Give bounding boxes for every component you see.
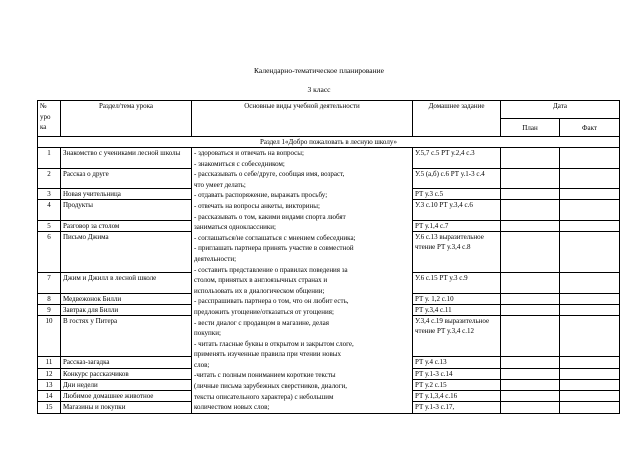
homework: У.5,7 с.5 РТ у.2,4 с.3 — [413, 148, 501, 169]
date-fact — [560, 293, 620, 304]
date-plan — [501, 368, 560, 379]
date-fact — [560, 189, 620, 200]
date-plan — [501, 402, 560, 413]
lesson-topic: В гостях у Питера — [61, 316, 192, 357]
lesson-topic: Рассказ о друге — [61, 168, 192, 189]
date-fact — [560, 402, 620, 413]
lesson-topic: Медвежонок Билли — [61, 293, 192, 304]
activity-line: количеством новых слов; — [194, 403, 270, 412]
date-plan — [501, 293, 560, 304]
activity-line: - вести диалог с продавцом в магазине, делая — [194, 318, 329, 327]
lesson-topic: Рассказ-загадка — [61, 357, 192, 368]
activity-line: - рассказывать о том, какими видами спорта любят — [194, 212, 346, 221]
activity-line: - расспрашивать партнера о том, что он любит есть, — [194, 297, 349, 306]
date-fact — [560, 220, 620, 231]
homework: У.6 с.13 выразительное чтение РТ у.3,4 с.8 — [413, 232, 501, 273]
activity-line: что умеет делать; — [194, 180, 246, 189]
date-plan — [501, 220, 560, 231]
activity-line: тексты описательного характера) с небольшим — [194, 392, 334, 401]
homework: РТ у.3,4 с.11 — [413, 304, 501, 315]
date-plan — [501, 200, 560, 221]
date-fact — [560, 273, 620, 294]
activity-line: применять изученные правила при чтении новых — [194, 350, 341, 359]
lesson-number: 2 — [38, 168, 61, 189]
lesson-topic: Завтрак для Билли — [61, 304, 192, 315]
lesson-topic: Знакомство с учениками лесной школы — [61, 148, 192, 169]
lesson-topic: Дни недели — [61, 379, 192, 390]
header-topic: Раздел/тема урока — [61, 101, 192, 137]
lesson-topic: Разговор за столом — [61, 220, 192, 231]
lesson-topic: Продукты — [61, 200, 192, 221]
homework: РТ у.3 с.5 — [413, 189, 501, 200]
section-title: Раздел 1«Добро пожаловать в лесную школу» — [38, 137, 620, 148]
activity-line: - приглашать партнера принять участие в совместной — [194, 244, 354, 253]
activity-line: - читать гласные буквы в открытом и закрытом слоге, — [194, 339, 354, 348]
date-fact — [560, 200, 620, 221]
activity-line: -читать с полным пониманием короткие тексты — [194, 371, 336, 380]
activity-line: - здороваться и отвечать на вопросы; — [194, 149, 304, 157]
lesson-topic: Магазины и покупки — [61, 402, 192, 413]
date-plan — [501, 357, 560, 368]
planning-table — [37, 100, 620, 414]
lesson-number: 10 — [38, 316, 61, 357]
lesson-number: 9 — [38, 304, 61, 315]
activity-line: - отдавать распоряжение, выражать просьбу; — [194, 191, 328, 200]
date-fact — [560, 357, 620, 368]
lesson-number: 11 — [38, 357, 61, 368]
date-plan — [501, 391, 560, 402]
activity-line: использовать их в диалогическом общении; — [194, 286, 325, 295]
homework: РТ у.1,4 с.7 — [413, 220, 501, 231]
date-fact — [560, 232, 620, 273]
date-plan — [501, 304, 560, 315]
header-num: № уро ка — [38, 101, 61, 137]
activity-line: покупки; — [194, 329, 221, 338]
lesson-number: 12 — [38, 368, 61, 379]
homework: У.3 с.10 РТ у.3,4 с.6 — [413, 200, 501, 221]
homework: РТ у. 1,2 с.10 — [413, 293, 501, 304]
date-plan — [501, 316, 560, 357]
homework: РТ у.4 с.13 — [413, 357, 501, 368]
lesson-number: 4 — [38, 200, 61, 221]
lesson-number: 7 — [38, 273, 61, 294]
header-date: Дата — [501, 101, 620, 119]
date-plan — [501, 148, 560, 169]
activity-line: предложить угощение/отказаться от угощения; — [194, 307, 334, 316]
homework: РТ у.2 с.15 — [413, 379, 501, 390]
date-fact — [560, 379, 620, 390]
date-fact — [560, 168, 620, 189]
homework: РТ у.1-3 с.14 — [413, 368, 501, 379]
activity-line: столом, принятых в англоязычных странах и — [194, 276, 328, 285]
lesson-topic: Конкурс рассказчиков — [61, 368, 192, 379]
page-title: Календарно-тематическое планирование — [254, 66, 384, 75]
activity-line: слов; — [194, 360, 210, 369]
lesson-number: 14 — [38, 391, 61, 402]
lesson-topic: Письмо Джима — [61, 232, 192, 273]
table-row — [38, 148, 620, 169]
lesson-number: 6 — [38, 232, 61, 273]
lesson-number: 13 — [38, 379, 61, 390]
activity-line: - составить представление о правилах поведения за — [194, 265, 348, 274]
lesson-topic: Новая учительница — [61, 189, 192, 200]
activities-cell — [192, 148, 413, 414]
date-fact — [560, 391, 620, 402]
header-fact: Факт — [560, 119, 620, 137]
date-plan — [501, 189, 560, 200]
homework: У.3,4 с.19 выразительное чтение РТ у.3,4 с.12 — [413, 316, 501, 357]
homework: РТ у.1,3,4 с.16 — [413, 391, 501, 402]
lesson-number: 5 — [38, 220, 61, 231]
lesson-number: 3 — [38, 189, 61, 200]
homework: РТ у.1-3 с.17, — [413, 402, 501, 413]
date-fact — [560, 304, 620, 315]
homework: У.5 (а,б) с.6 РТ у.1-3 с.4 — [413, 168, 501, 189]
activity-line: деятельности; — [194, 254, 237, 263]
activity-line: - отвечать на вопросы анкеты, викторины; — [194, 201, 320, 210]
date-fact — [560, 148, 620, 169]
lesson-number: 15 — [38, 402, 61, 413]
header-plan: План — [501, 119, 560, 137]
activity-line: - соглашаться/не соглашаться с мнением собеседника; — [194, 233, 356, 242]
header-homework: Домашнее задание — [413, 101, 501, 137]
date-plan — [501, 232, 560, 273]
lesson-number: 8 — [38, 293, 61, 304]
activity-line: заниматься одноклассники; — [194, 223, 276, 232]
page-subtitle: 3 класс — [307, 85, 331, 94]
activity-line: (личные письма зарубежных сверстников, диалоги, — [194, 382, 348, 391]
date-fact — [560, 316, 620, 357]
header-activities: Основные виды учебной деятельности — [192, 101, 413, 137]
section-row — [38, 137, 620, 148]
date-fact — [560, 368, 620, 379]
date-plan — [501, 168, 560, 189]
date-plan — [501, 273, 560, 294]
lesson-topic: Любимое домашнее животное — [61, 391, 192, 402]
activity-line: - знакомиться с собеседником; — [194, 159, 285, 168]
lesson-topic: Джим и Джилл в лесной школе — [61, 273, 192, 294]
activity-line: - рассказывать о себе/друге, сообщая имя, возраст, — [194, 170, 345, 179]
date-plan — [501, 379, 560, 390]
lesson-number: 1 — [38, 148, 61, 169]
homework: У.6 с.15 РТ у.3 с.9 — [413, 273, 501, 294]
